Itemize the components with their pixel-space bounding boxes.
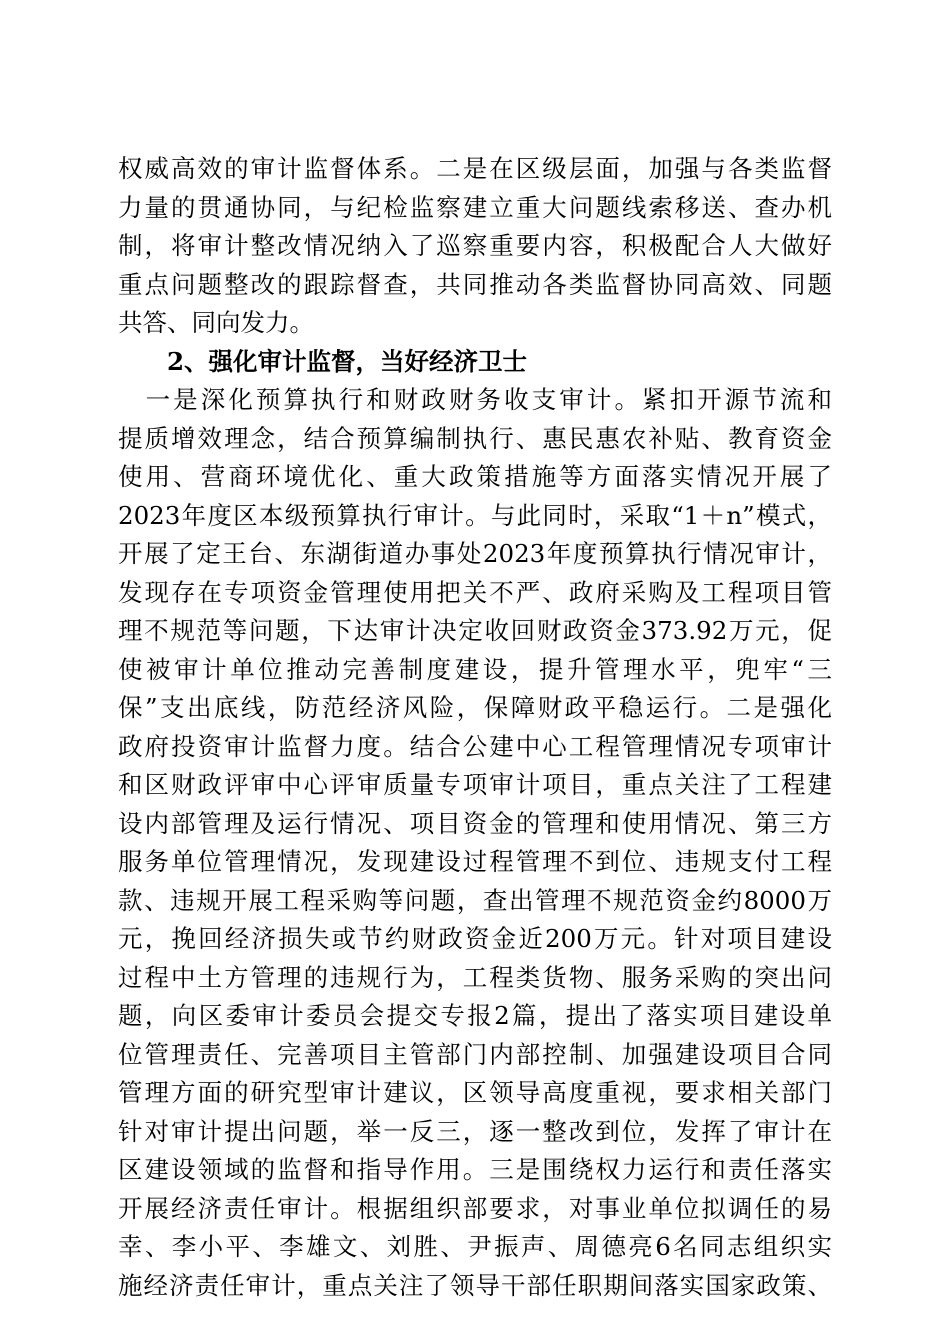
text-line: 和区财政评审中心评审质量专项审计项目，重点关注了工程建 — [118, 770, 832, 799]
text-line: 幸、李小平、李雄文、刘胜、尹振声、周德亮6名同志组织实 — [118, 1232, 832, 1261]
document-page — [118, 150, 832, 1305]
text-line: 制，将审计整改情况纳入了巡察重要内容，积极配合人大做好 — [118, 231, 832, 260]
section-heading: 2、强化审计监督，当好经济卫士 — [167, 346, 528, 376]
text-line: 元，挽回经济损失或节约财政资金近200万元。针对项目建设 — [118, 924, 832, 953]
text-line: 服务单位管理情况，发现建设过程管理不到位、违规支付工程 — [118, 847, 832, 876]
text-line: 共答、同向发力。 — [118, 308, 314, 337]
text-line: 力量的贯通协同，与纪检监察建立重大问题线索移送、查办机 — [118, 192, 832, 222]
text-line: 施经济责任审计，重点关注了领导干部任职期间落实国家政策、 — [118, 1270, 832, 1300]
text-line: 过程中土方管理的违规行为，工程类货物、服务采购的突出问 — [118, 962, 832, 992]
text-line: 针对审计提出问题，举一反三，逐一整改到位，发挥了审计在 — [118, 1116, 832, 1146]
text-line: 区建设领域的监督和指导作用。三是围绕权力运行和责任落实 — [118, 1155, 832, 1184]
text-line: 开展了定王台、东湖街道办事处2023年度预算执行情况审计， — [118, 539, 832, 568]
text-line: 位管理责任、完善项目主管部门内部控制、加强建设项目合同 — [118, 1039, 832, 1069]
text-line: 提质增效理念，结合预算编制执行、惠民惠农补贴、教育资金 — [118, 423, 832, 453]
text-line: 权威高效的审计监督体系。二是在区级层面，加强与各类监督 — [118, 154, 832, 183]
text-line: 使用、营商环境优化、重大政策措施等方面落实情况开展了 — [118, 462, 832, 491]
text-line: 管理方面的研究型审计建议，区领导高度重视，要求相关部门 — [118, 1078, 832, 1107]
text-line: 款、违规开展工程采购等问题，查出管理不规范资金约8000万 — [118, 885, 832, 915]
text-line: 政府投资审计监督力度。结合公建中心工程管理情况专项审计 — [118, 731, 832, 761]
text-line: 设内部管理及运行情况、项目资金的管理和使用情况、第三方 — [118, 808, 832, 838]
text-line: 一是深化预算执行和财政财务收支审计。紧扣开源节流和 — [118, 385, 832, 414]
paragraph-1 — [118, 150, 832, 343]
text-line: 重点问题整改的跟踪督查，共同推动各类监督协同高效、同题 — [118, 269, 832, 299]
text-line: 开展经济责任审计。根据组织部要求，对事业单位拟调任的易 — [118, 1193, 832, 1223]
text-line: 使被审计单位推动完善制度建设，提升管理水平，兜牢“三 — [118, 654, 832, 684]
text-line: 2023年度区本级预算执行审计。与此同时，采取“1＋n”模式， — [118, 500, 832, 530]
text-line: 理不规范等问题，下达审计决定收回财政资金373.92万元，促 — [118, 616, 832, 645]
text-line: 题，向区委审计委员会提交专报2篇，提出了落实项目建设单 — [118, 1001, 832, 1030]
text-line: 保”支出底线，防范经济风险，保障财政平稳运行。二是强化 — [118, 693, 832, 722]
paragraph-2 — [118, 381, 832, 1305]
text-line: 发现存在专项资金管理使用把关不严、政府采购及工程项目管 — [118, 577, 832, 607]
